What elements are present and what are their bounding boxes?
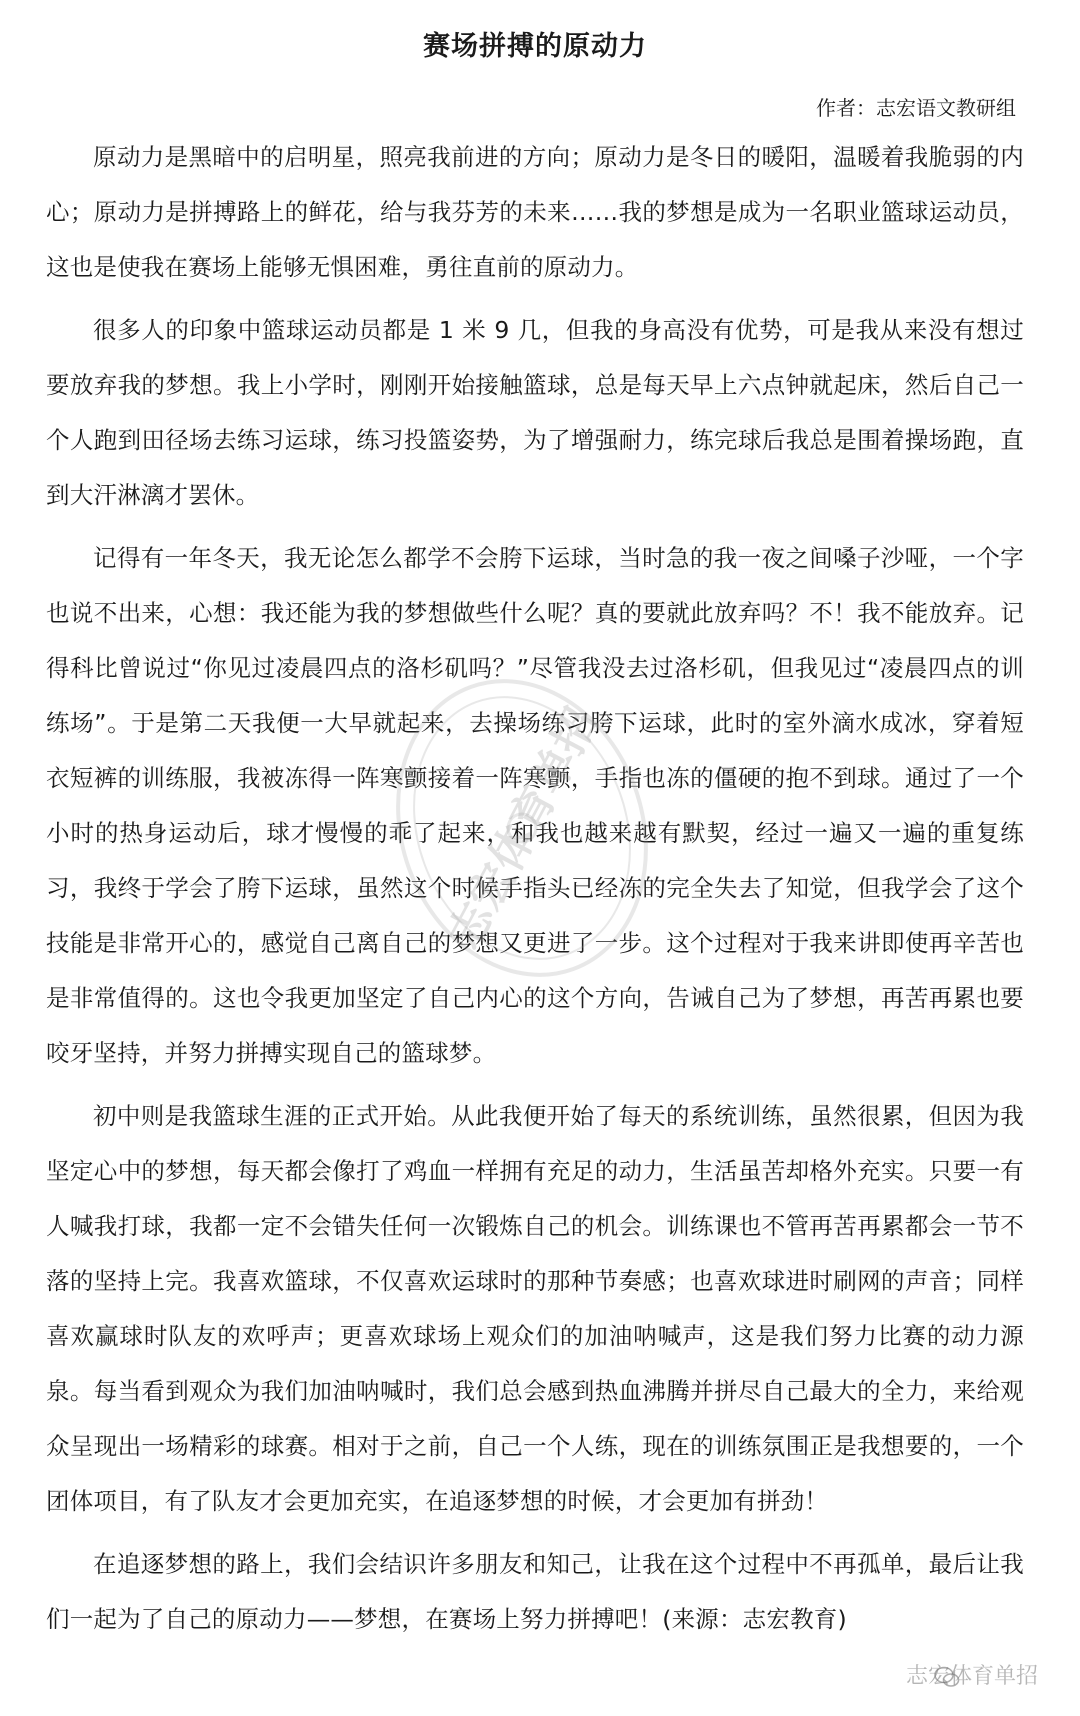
paragraph: 原动力是黑暗中的启明星，照亮我前进的方向；原动力是冬日的暖阳，温暖着我脆弱的内心；原动力是拼搏路上的鲜花，给与我芬芳的未来……我的梦想是成为一名职业篮球运动员，这也是使我在赛场上能够无惧困难，勇往直前的原动力。 — [46, 143, 1024, 281]
article-body — [46, 130, 1024, 1647]
paragraph: 在追逐梦想的路上，我们会结识许多朋友和知己，让我在这个过程中不再孤单，最后让我们一起为了自己的原动力——梦想，在赛场上努力拼搏吧！(来源：志宏教育) — [46, 1550, 1024, 1633]
watermark-stamp-text: 志宏体育单招 — [438, 700, 608, 958]
author-byline: 作者：志宏语文教研组 — [816, 96, 1016, 120]
paragraph: 记得有一年冬天，我无论怎么都学不会胯下运球，当时急的我一夜之间嗓子沙哑，一个字也说不出来，心想：我还能为我的梦想做些什么呢？真的要就此放弃吗？不！我不能放弃。记得科比曾说过“你见过凌晨四点的洛杉矶吗？”尽管我没去过洛杉矶，但我见过“凌晨四点的训练场”。于是第二天我便一大早就起来，去操场练习胯下运球，此时的室外滴水成冰，穿着短衣短裤的训练服，我被冻得一阵寒颤接着一阵寒颤，手指也冻的僵硬的抱不到球。通过了一个小时的热身运动后，球才慢慢的乖了起来，和我也越来越有默契，经过一遍又一遍的重复练习，我终于学会了胯下运球，虽然这个时候手指头已经冻的完全失去了知觉，但我学会了这个技能是非常开心的，感觉自己离自己的梦想又更进了一步。这个过程对于我来讲即使再辛苦也是非常值得的。这也令我更加坚定了自己内心的这个方向，告诫自己为了梦想，再苦再累也要咬牙坚持，并努力拼搏实现自己的篮球梦。 — [46, 544, 1024, 1067]
document-title: 赛场拼搏的原动力 — [423, 31, 647, 62]
corner-watermark-text: 志宏体育单招 — [905, 1664, 1038, 1689]
paragraph: 很多人的印象中篮球运动员都是 1 米 9 几，但我的身高没有优势，可是我从来没有想过要放弃我的梦想。我上小学时，刚刚开始接触篮球，总是每天早上六点钟就起床，然后自己一个人跑到田径场去练习运球，练习投篮姿势，为了增强耐力，练完球后我总是围着操场跑，直到大汗淋漓才罢休。 — [46, 316, 1024, 509]
paragraph: 初中则是我篮球生涯的正式开始。从此我便开始了每天的系统训练，虽然很累，但因为我坚定心中的梦想，每天都会像打了鸡血一样拥有充足的动力，生活虽苦却格外充实。只要一有人喊我打球，我都一定不会错失任何一次锻炼自己的机会。训练课也不管再苦再累都会一节不落的坚持上完。我喜欢篮球，不仅喜欢运球时的那种节奏感；也喜欢球进时刷网的声音；同样喜欢赢球时队友的欢呼声；更喜欢球场上观众们的加油呐喊声，这是我们努力比赛的动力源泉。每当看到观众为我们加油呐喊时，我们总会感到热血沸腾并拼尽自己最大的全力，来给观众呈现出一场精彩的球赛。相对于之前，自己一个人练，现在的训练氛围正是我想要的，一个团体项目，有了队友才会更加充实，在追逐梦想的时候，才会更加有拼劲！ — [46, 1102, 1024, 1515]
